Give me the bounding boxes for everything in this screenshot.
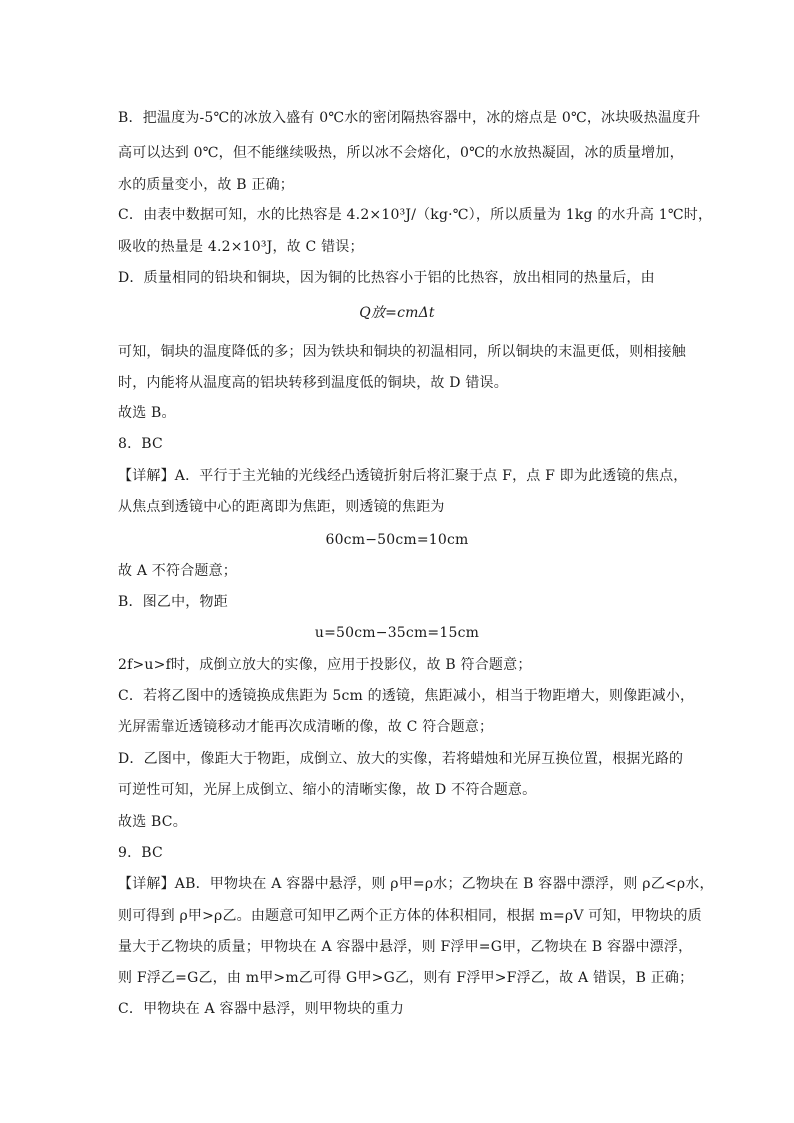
text-line: 可知，铜块的温度降低的多；因为铁块和铜块的初温相同，所以铜块的末温更低，则相接触 [118, 344, 686, 360]
text-line: C．由表中数据可知，水的比热容是 4.2×10³J/（kg·℃），所以质量为 1kg 的水升高 1℃时， [118, 207, 713, 223]
text-line: 【详解】A．平行于主光轴的光线经凸透镜折射后将汇聚于点 F，点 F 即为此透镜的焦点， [118, 468, 688, 484]
text-line: 吸收的热量是 4.2×10³J，故 C 错误； [118, 239, 364, 255]
text-line: 则可得到 ρ甲>ρ乙。由题意可知甲乙两个正方体的体积相同，根据 m=ρV 可知，甲物块的质 [118, 908, 702, 924]
text-line: 光屏需靠近透镜移动才能再次成清晰的像，故 C 符合题意； [118, 719, 494, 735]
text-line: 【详解】AB．甲物块在 A 容器中悬浮，则 ρ甲=ρ水；乙物块在 B 容器中漂浮，则 ρ乙<ρ水， [118, 876, 714, 892]
text-line: 故选 B。 [118, 405, 176, 421]
text-line: 可逆性可知，光屏上成倒立、缩小的清晰实像，故 D 不符合题意。 [118, 782, 537, 798]
text-line: D．质量相同的铅块和铜块，因为铜的比热容小于铝的比热容，放出相同的热量后，由 [118, 270, 655, 286]
text-line: 时，内能将从温度高的铝块转移到温度低的铜块，故 D 错误。 [118, 375, 508, 391]
text-line: C．甲物块在 A 容器中悬浮，则甲物块的重力 [118, 1001, 405, 1017]
text-line: 故 A 不符合题意； [118, 563, 238, 579]
text-line: 2f>u>f时，成倒立放大的实像，应用于投影仪，故 B 符合题意； [118, 657, 532, 673]
formula-heat-release: Q放=cmΔt [359, 305, 435, 321]
text-line: 则 F浮乙=G乙，由 m甲>m乙可得 G甲>G乙，则有 F浮甲>F浮乙，故 A 错误，B 正确； [118, 970, 694, 986]
formula-focal-length: 60cm−50cm=10cm [325, 532, 469, 548]
formula-object-distance: u=50cm−35cm=15cm [314, 625, 480, 641]
text-line: B．图乙中，物距 [118, 594, 228, 610]
text-line: 高可以达到 0℃，但不能继续吸热，所以冰不会熔化，0℃的水放热凝固，冰的质量增加， [118, 145, 684, 161]
text-line: D．乙图中，像距大于物距，成倒立、放大的实像，若将蜡烛和光屏互换位置，根据光路的 [118, 751, 684, 767]
text-line: 量大于乙物块的质量；甲物块在 A 容器中悬浮，则 F浮甲=G甲，乙物块在 B 容器中漂浮， [118, 939, 693, 955]
text-line: C．若将乙图中的透镜换成焦距为 5cm 的透镜，焦距减小，相当于物距增大，则像距减小， [118, 688, 695, 704]
question-number: 8．BC [118, 436, 163, 452]
text-line: 水的质量变小，故 B 正确； [118, 177, 294, 193]
text-line: B．把温度为-5℃的冰放入盛有 0℃水的密闭隔热容器中，冰的熔点是 0℃，冰块吸热温度升 [118, 110, 701, 126]
question-number: 9．BC [118, 845, 163, 861]
text-line: 故选 BC。 [118, 814, 187, 830]
text-line: 从焦点到透镜中心的距离即为焦距，则透镜的焦距为 [118, 499, 445, 515]
